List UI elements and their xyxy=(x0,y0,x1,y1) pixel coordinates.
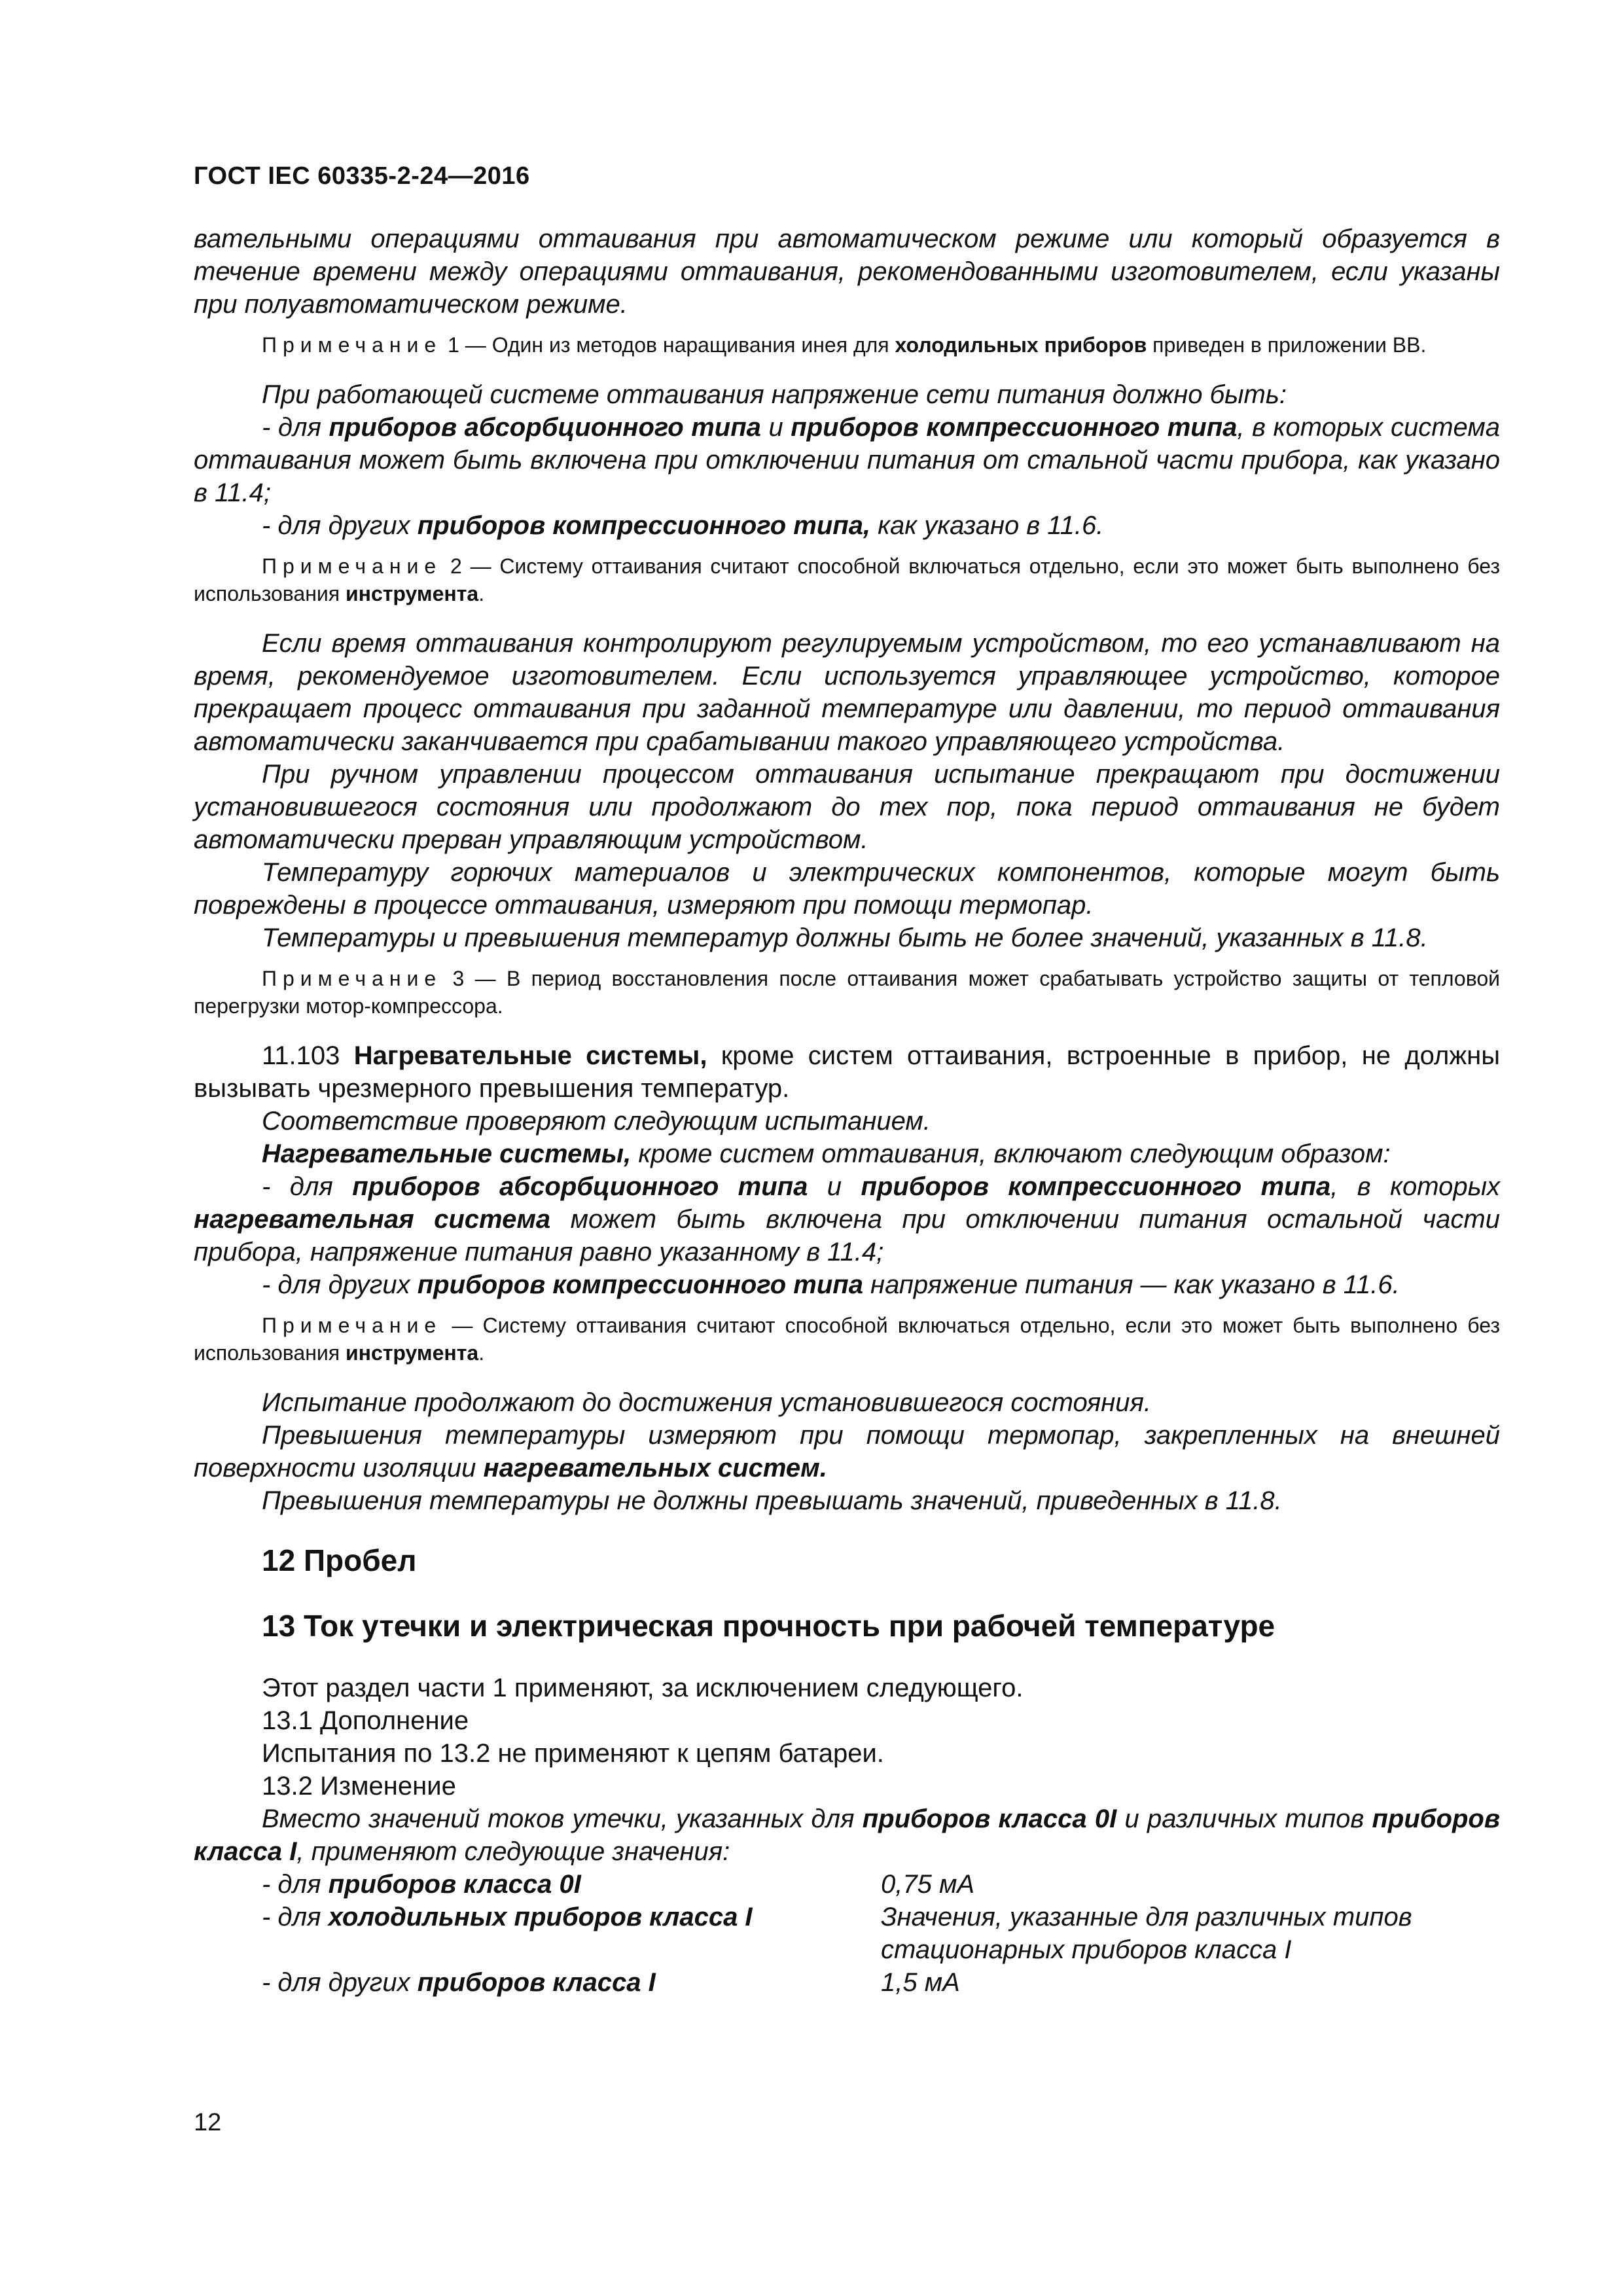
term: приборов класса 0I xyxy=(862,1804,1117,1833)
clause-11-103 xyxy=(194,1039,1500,1105)
term: холодильных приборов класса I xyxy=(328,1903,753,1931)
term: приборов компрессионного типа, xyxy=(417,511,871,540)
text-span: Превышения температуры измеряют при помощи термопар, закрепленных на внешней поверхности изоляции xyxy=(194,1421,1500,1482)
table-row xyxy=(262,1868,1500,1901)
text-span: напряжение питания — как указано в 11.6. xyxy=(863,1270,1400,1299)
term: нагревательная система xyxy=(194,1205,551,1234)
paragraph: Испытания по 13.2 не применяют к цепям батареи. xyxy=(262,1739,884,1768)
table-cell-value: 0,75 мА xyxy=(880,1870,975,1899)
note-label: Примечание xyxy=(262,967,442,990)
term: приборов компрессионного типа xyxy=(861,1172,1331,1201)
section-heading-12: 12 Пробел xyxy=(262,1543,417,1577)
text-span: и xyxy=(808,1172,861,1201)
term: приборов компрессионного типа xyxy=(791,413,1238,442)
note-label: Примечание xyxy=(262,1314,442,1337)
paragraph: Если время оттаивания контролируют регулируемым устройством, то его устанавливают на время, рекомендуемое изготовителем. Если используется управляющее устройство, которое прекращает процесс оттаивания при заданной температуре или давлении, то период оттаивания автоматически заканчивается при срабатывании такого управляющего устройства. xyxy=(194,629,1500,756)
text-span: - для xyxy=(262,1870,329,1899)
text-span: , в которых система оттаивания может быть включена при отключении питания от стальной части прибора, как указано в 11.4; xyxy=(194,413,1500,507)
clause-13-1: 13.1 Дополнение xyxy=(262,1706,469,1735)
note-text: приведен в приложении ВВ. xyxy=(1147,333,1427,357)
paragraph: Превышения температуры не должны превышать значений, приведенных в 11.8. xyxy=(262,1486,1282,1515)
note-label: Примечание xyxy=(262,554,442,578)
term: приборов абсорбционного типа xyxy=(329,413,761,442)
paragraph: Соответствие проверяют следующим испытанием. xyxy=(262,1107,931,1136)
text-span: - для xyxy=(262,1172,353,1201)
paragraph: При работающей системе оттаивания напряжение сети питания должно быть: xyxy=(262,380,1287,409)
text-span: может быть включена при отключении питания остальной части прибора, напряжение питания равно указанному в 11.4; xyxy=(194,1205,1500,1266)
table-cell-appliance xyxy=(262,1868,881,1901)
note-4 xyxy=(194,1312,1500,1367)
clause-13-2: 13.2 Изменение xyxy=(262,1772,456,1801)
text-span: , применяют следующие значения: xyxy=(296,1837,730,1866)
paragraph: При ручном управлении процессом оттаивания испытание прекращают при достижении установившегося состояния или продолжают до тех пор, пока период оттаивания не будет автоматически прерван управляющим устройством. xyxy=(194,760,1500,854)
text-span: Вместо значений токов утечки, указанных для xyxy=(262,1804,863,1833)
text-span: - для xyxy=(262,413,329,442)
term: приборов абсорбционного типа xyxy=(352,1172,808,1201)
note-3 xyxy=(194,965,1500,1020)
section-heading-13: 13 Ток утечки и электрическая прочность при рабочей температуре xyxy=(262,1609,1275,1643)
text-span: - для других xyxy=(262,1968,418,1997)
term: Нагревательные системы, xyxy=(262,1139,632,1168)
note-label: Примечание xyxy=(262,333,442,357)
text-span: - для других xyxy=(262,511,418,540)
paragraph xyxy=(194,1419,1500,1484)
note-2 xyxy=(194,552,1500,607)
text-span: кроме систем оттаивания, встроенные в прибор, не должны вызывать чрезмерного превышения температур. xyxy=(194,1041,1500,1103)
text-span: - для xyxy=(262,1903,329,1931)
leakage-current-table xyxy=(262,1868,1500,1999)
text-span: - для других xyxy=(262,1270,418,1299)
note-text: 3 — В период восстановления после оттаивания может срабатывать устройство защиты от тепловой перегрузки мотор-компрессора. xyxy=(194,967,1500,1018)
list-item xyxy=(194,411,1500,509)
note-text: . xyxy=(478,1341,485,1365)
note-1 xyxy=(194,331,1500,359)
page-number: 12 xyxy=(194,2109,222,2136)
list-item xyxy=(194,509,1500,542)
table-row xyxy=(262,1901,1500,1966)
text-span: и различных типов xyxy=(1116,1804,1372,1833)
table-cell-appliance xyxy=(262,1901,881,1966)
table-cell-value: 1,5 мА xyxy=(880,1968,960,1997)
clause-number: 11.103 xyxy=(262,1041,354,1070)
note-term: инструмента xyxy=(345,582,479,605)
term: приборов класса I xyxy=(417,1968,656,1997)
paragraph: Температуру горючих материалов и электрических компонентов, которые могут быть повреждены в процессе оттаивания, измеряют при помощи термопар. xyxy=(194,858,1500,920)
term: Нагревательные системы, xyxy=(353,1041,707,1070)
term: нагревательных систем. xyxy=(483,1454,827,1482)
paragraph xyxy=(194,1803,1500,1868)
note-text: 1 — Один из методов наращивания инея для xyxy=(442,333,895,357)
list-item xyxy=(194,1170,1500,1268)
table-row xyxy=(262,1966,1500,1999)
document-header: ГОСТ IEC 60335-2-24—2016 xyxy=(194,162,530,190)
paragraph: Этот раздел части 1 применяют, за исключением следующего. xyxy=(262,1674,1024,1702)
paragraph: Испытание продолжают до достижения установившегося состояния. xyxy=(262,1388,1151,1417)
note-term: холодильных приборов xyxy=(895,333,1147,357)
note-text: — Систему оттаивания считают способной включаться отдельно, если это может быть выполнено без использования xyxy=(194,1314,1500,1365)
term: приборов класса I xyxy=(194,1804,1501,1866)
text-span: кроме систем оттаивания, включают следующим образом: xyxy=(631,1139,1391,1168)
table-cell-appliance xyxy=(262,1966,881,1999)
text-span: как указано в 11.6. xyxy=(870,511,1104,540)
term: приборов компрессионного типа xyxy=(417,1270,863,1299)
note-text: 2 — Систему оттаивания считают способной включаться отдельно, если это может быть выполнено без использования xyxy=(194,554,1500,605)
paragraph: Температуры и превышения температур должны быть не более значений, указанных в 11.8. xyxy=(262,924,1428,952)
text-span: , в которых xyxy=(1330,1172,1501,1201)
paragraph xyxy=(194,1138,1500,1170)
text-span: и xyxy=(760,413,791,442)
paragraph: вательными операциями оттаивания при автоматическом режиме или который образуется в течение времени между операциями оттаивания, рекомендованными изготовителем, если указаны при полуавтоматическом режиме. xyxy=(194,224,1500,319)
term: приборов класса 0I xyxy=(328,1870,581,1899)
note-text: . xyxy=(478,582,485,605)
note-term: инструмента xyxy=(345,1341,479,1365)
table-cell-value: Значения, указанные для различных типов стационарных приборов класса I xyxy=(880,1903,1412,1964)
document-body xyxy=(194,223,1500,1999)
list-item xyxy=(194,1268,1500,1301)
